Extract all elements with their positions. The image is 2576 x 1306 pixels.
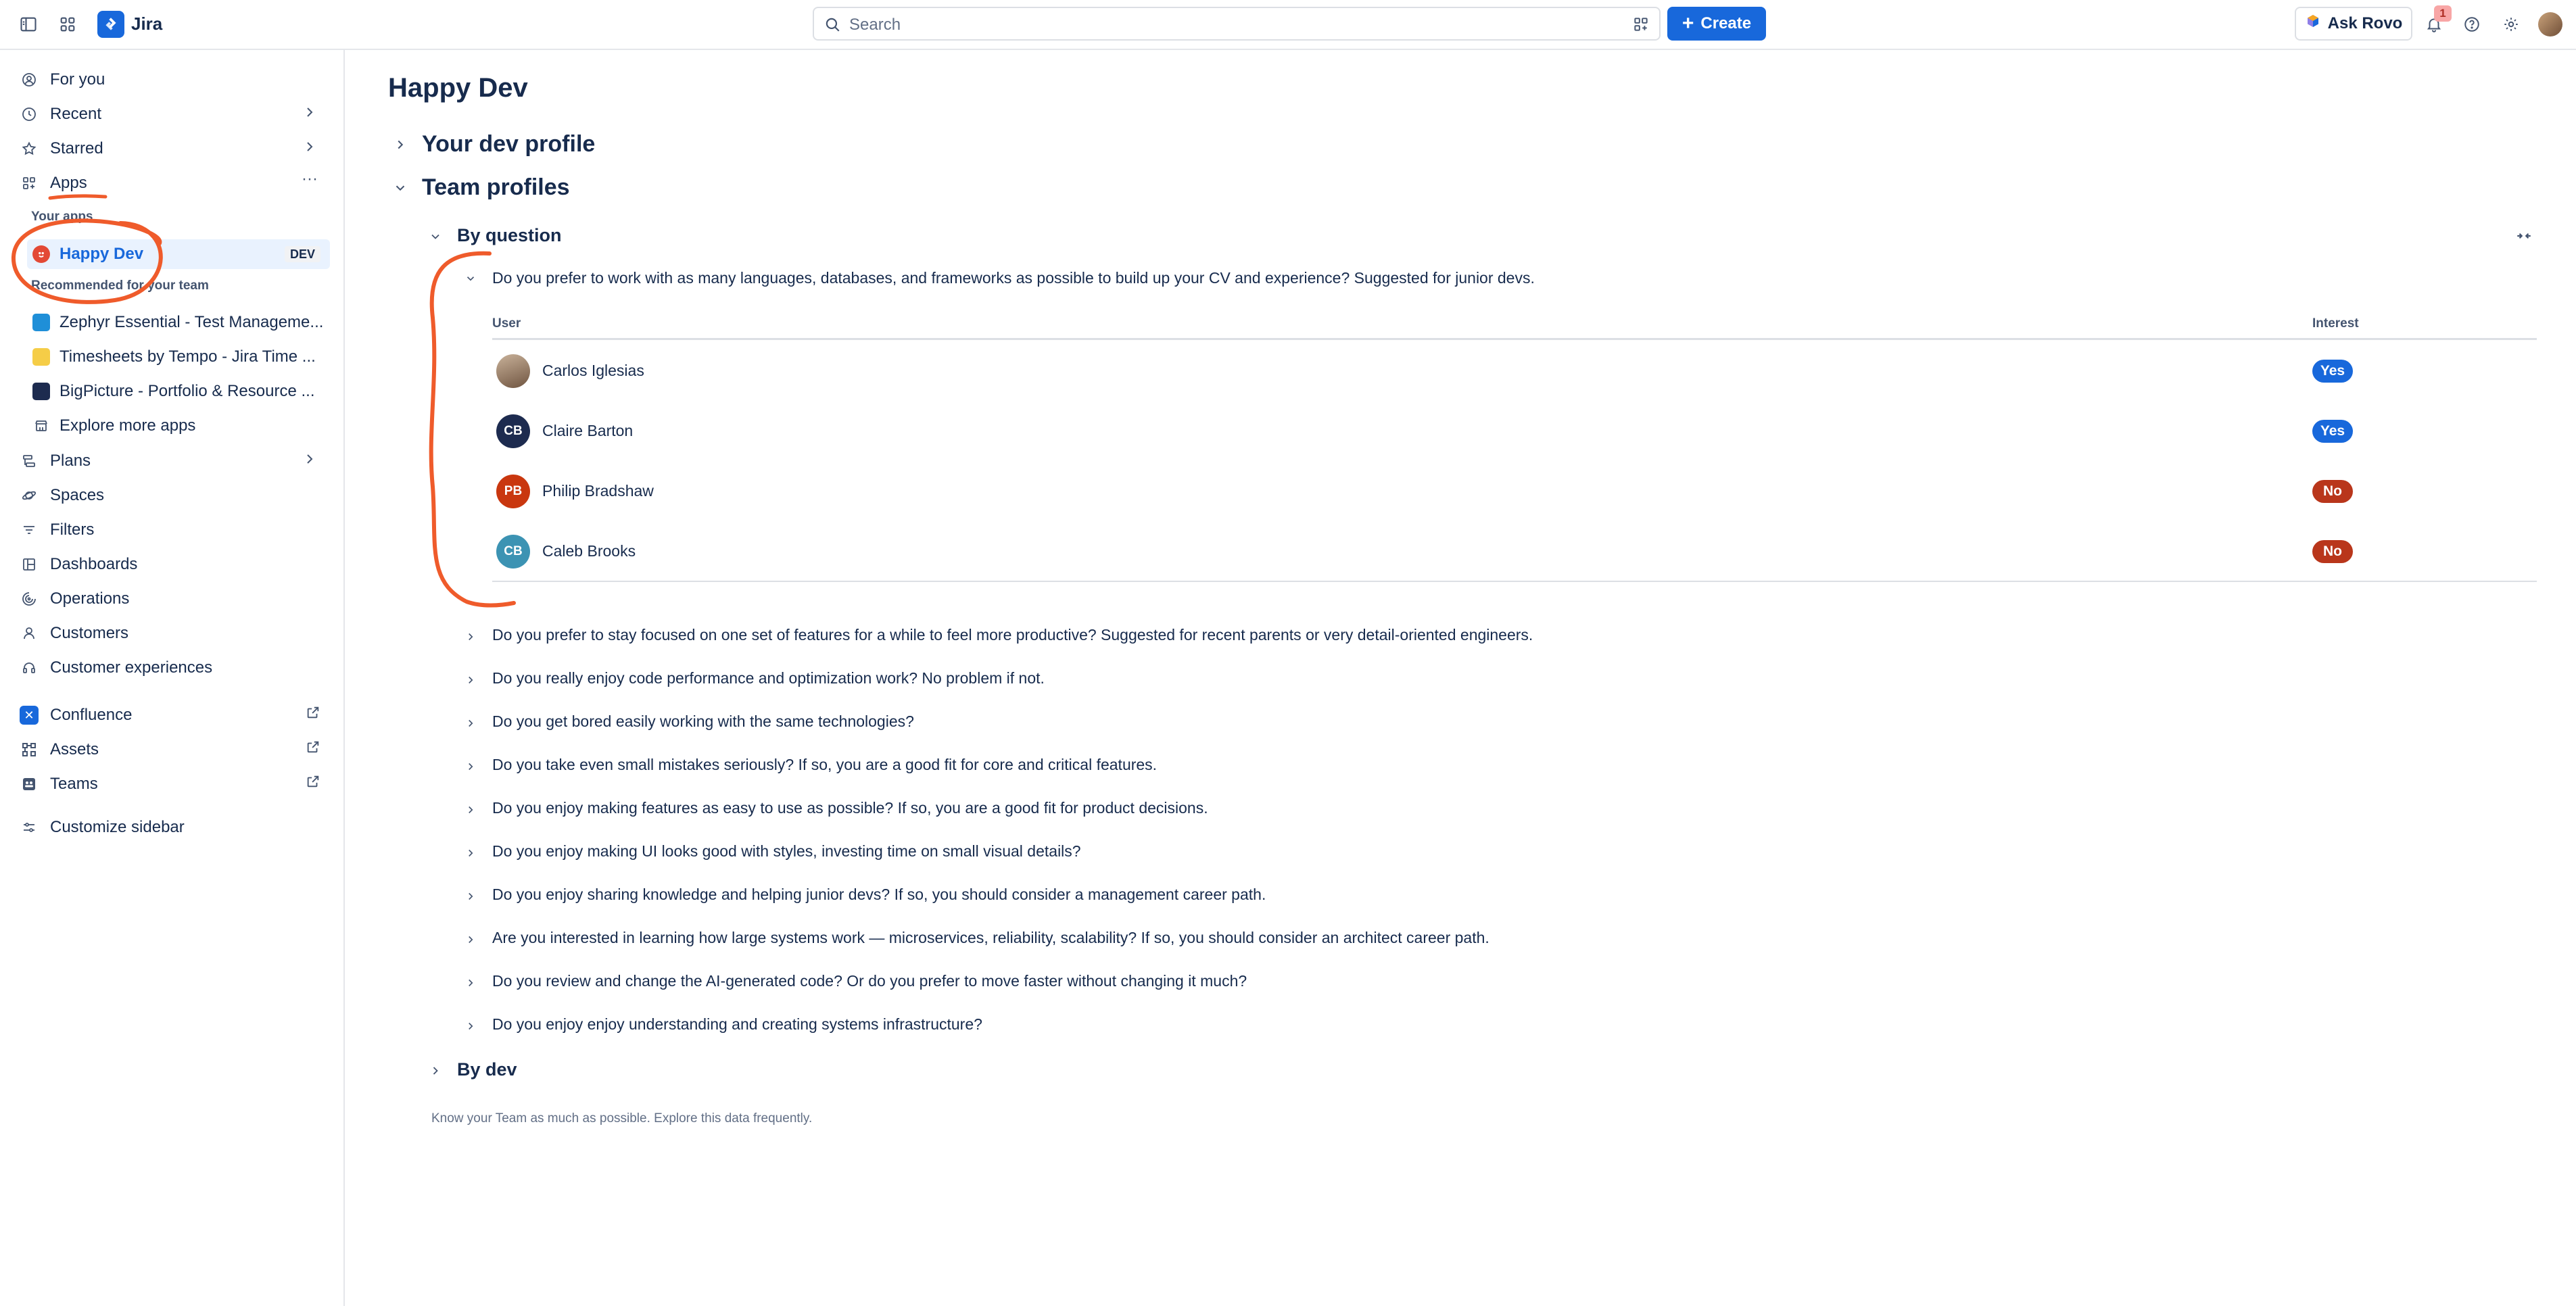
sidebar-item-apps[interactable]: [14, 168, 330, 198]
sidebar-item-zephyr[interactable]: [27, 308, 330, 337]
section-your-dev-profile[interactable]: Your dev profile: [422, 131, 596, 157]
your-apps-label: Your apps: [31, 210, 93, 224]
sidebar-item-label: Explore more apps: [59, 416, 196, 435]
external-link-icon[interactable]: [306, 705, 320, 725]
chevron-right-icon[interactable]: [461, 930, 480, 949]
question-item[interactable]: Do you enjoy making UI looks good with styles, investing time on small visual details?: [492, 842, 1081, 860]
create-button[interactable]: [1667, 7, 1766, 41]
sidebar-item-label: BigPicture - Portfolio & Resource ...: [59, 382, 315, 400]
sidebar-item-assets[interactable]: [14, 735, 330, 765]
chevron-right-icon[interactable]: [391, 135, 410, 154]
zephyr-app-icon: [32, 314, 50, 331]
sidebar-item-customer-experiences[interactable]: [14, 653, 330, 683]
chevron-right-icon[interactable]: [426, 1061, 445, 1080]
sidebar-item-label: Dashboards: [50, 555, 138, 573]
question-item[interactable]: Do you take even small mistakes seriously? If so, you are a good fit for core and critical features.: [492, 756, 1158, 773]
question-item[interactable]: Do you prefer to stay focused on one set of features for a while to feel more productive? Suggested for recent parents or very detail-oriented engineers.: [492, 626, 1533, 644]
column-header-user: User: [492, 316, 521, 331]
plans-icon: [18, 450, 41, 473]
sidebar-item-label: Customize sidebar: [50, 818, 185, 836]
notification-badge: 1: [2434, 5, 2452, 22]
assets-icon: [18, 738, 41, 761]
sidebar-item-label: Assets: [50, 740, 99, 758]
sliders-icon: [18, 816, 41, 839]
sidebar-item-bigpicture[interactable]: [27, 377, 330, 406]
chevron-right-icon[interactable]: [302, 139, 318, 160]
dev-badge: DEV: [285, 246, 320, 262]
sidebar-item-label: Recent: [50, 105, 102, 123]
table-row: [492, 339, 2537, 399]
sidebar-item-customers[interactable]: [14, 619, 330, 648]
sidebar-item-confluence[interactable]: [14, 700, 330, 730]
operations-icon: [18, 587, 41, 610]
sidebar-item-label: Apps: [50, 174, 87, 192]
sidebar-item-filters[interactable]: [14, 515, 330, 545]
search-filter-icon[interactable]: [1632, 16, 1650, 37]
apps-grid-icon: [18, 172, 41, 195]
marketplace-icon: [32, 417, 50, 435]
chevron-down-icon[interactable]: [426, 227, 445, 246]
user-name: Philip Bradshaw: [542, 482, 654, 500]
sidebar-item-customize-sidebar[interactable]: [14, 813, 330, 842]
sidebar-item-recent[interactable]: [14, 99, 330, 129]
sidebar-item-label: Operations: [50, 589, 130, 608]
confluence-logo-icon: ✕: [18, 704, 41, 727]
sidebar-item-timesheets[interactable]: [27, 342, 330, 372]
clock-icon: [18, 103, 41, 126]
subsection-by-dev[interactable]: By dev: [457, 1059, 517, 1080]
tempo-app-icon: [32, 348, 50, 366]
sidebar-item-label: For you: [50, 70, 105, 89]
table-row: [492, 400, 2537, 459]
chevron-right-icon[interactable]: [461, 973, 480, 992]
person-icon: [18, 622, 41, 645]
sidebar-item-label: Happy Dev: [59, 245, 144, 263]
footer-note: Know your Team as much as possible. Explore this data frequently.: [431, 1111, 813, 1126]
question-item[interactable]: Do you get bored easily working with the same technologies?: [492, 712, 914, 730]
external-link-icon[interactable]: [306, 740, 320, 759]
chevron-right-icon[interactable]: [461, 627, 480, 646]
help-icon[interactable]: [2460, 12, 2484, 37]
interest-badge: No: [2312, 480, 2353, 503]
user-name: Caleb Brooks: [542, 542, 636, 560]
avatar: CB: [496, 535, 530, 569]
recommended-label: Recommended for your team: [31, 279, 209, 293]
person-circle-icon: [18, 68, 41, 91]
interest-badge: Yes: [2312, 360, 2353, 383]
star-icon: [18, 137, 41, 160]
sidebar-item-for-you[interactable]: [14, 65, 330, 95]
question-item[interactable]: Do you enjoy making features as easy to use as possible? If so, you are a good fit for product decisions.: [492, 799, 1208, 817]
external-link-icon[interactable]: [306, 774, 320, 794]
chevron-down-icon[interactable]: [461, 269, 480, 288]
interest-badge: Yes: [2312, 420, 2353, 443]
sidebar-item-explore-apps[interactable]: [27, 411, 330, 441]
jira-logo-icon[interactable]: [97, 11, 124, 38]
sidebar-item-plans[interactable]: [14, 446, 330, 476]
spaces-icon: [18, 484, 41, 507]
section-team-profiles[interactable]: Team profiles: [422, 174, 570, 200]
question-item[interactable]: Are you interested in learning how large systems work — microservices, reliability, scalability? If so, you should consider an architect career path.: [492, 929, 1489, 946]
bigpicture-app-icon: [32, 383, 50, 400]
plus-icon: +: [1681, 12, 1694, 34]
ask-rovo-button[interactable]: [2295, 7, 2412, 41]
sidebar-item-operations[interactable]: [14, 584, 330, 614]
table-row: [492, 520, 2537, 579]
sidebar-item-teams[interactable]: [14, 769, 330, 799]
chevron-right-icon[interactable]: [461, 800, 480, 819]
app-name[interactable]: Jira: [131, 14, 163, 34]
teams-icon: [18, 773, 41, 796]
sidebar-item-happy-dev[interactable]: [27, 239, 330, 269]
search-placeholder: Search: [849, 16, 901, 34]
subsection-by-question[interactable]: By question: [457, 225, 562, 245]
question-item[interactable]: Do you really enjoy code performance and optimization work? No problem if not.: [492, 669, 1045, 687]
app-switcher-icon[interactable]: [55, 12, 80, 37]
sidebar-item-label: Filters: [50, 521, 95, 539]
headset-icon: [18, 656, 41, 679]
sidebar-item-label: Confluence: [50, 706, 133, 724]
search-input[interactable]: [813, 7, 1661, 41]
page-title: Happy Dev: [388, 73, 528, 103]
create-button-label: Create: [1700, 14, 1752, 32]
chevron-right-icon[interactable]: [461, 887, 480, 906]
avatar: CB: [496, 414, 530, 448]
table-divider: [492, 581, 2537, 582]
happy-dev-app-icon: [32, 245, 50, 263]
question-expanded[interactable]: Do you prefer to work with as many languages, databases, and frameworks as possible to build up your CV and experience? Suggested for junior devs.: [492, 269, 1535, 287]
chevron-down-icon[interactable]: [391, 178, 410, 197]
table-header: [492, 315, 2537, 340]
user-name: Carlos Iglesias: [542, 362, 644, 379]
table-row: [492, 460, 2537, 519]
avatar: PB: [496, 475, 530, 508]
column-header-interest: Interest: [2312, 316, 2359, 331]
sidebar-item-label: Plans: [50, 452, 91, 470]
chevron-right-icon[interactable]: [461, 671, 480, 690]
sidebar-item-starred[interactable]: [14, 134, 330, 164]
sidebar-item-spaces[interactable]: [14, 481, 330, 510]
question-item[interactable]: Do you review and change the AI-generated code? Or do you prefer to move faster without changing it much?: [492, 972, 1247, 990]
question-item[interactable]: Do you enjoy enjoy understanding and creating systems infrastructure?: [492, 1015, 982, 1033]
chevron-right-icon[interactable]: [461, 844, 480, 863]
chevron-right-icon[interactable]: [302, 104, 318, 125]
sidebar-item-label: Spaces: [50, 486, 105, 504]
search-icon: [824, 16, 841, 37]
top-navigation-bar: [0, 0, 2576, 50]
chevron-right-icon[interactable]: [461, 1017, 480, 1036]
sidebar-item-label: Zephyr Essential - Test Manageme...: [59, 313, 324, 331]
chevron-right-icon[interactable]: [302, 451, 318, 472]
question-item[interactable]: Do you enjoy sharing knowledge and helping junior devs? If so, you should consider a management career path.: [492, 886, 1266, 903]
sidebar-item-label: Customers: [50, 624, 129, 642]
rovo-icon: [2305, 14, 2321, 34]
sidebar-toggle-icon[interactable]: [16, 12, 41, 37]
sidebar-item-dashboards[interactable]: [14, 550, 330, 579]
user-profile-avatar[interactable]: [2538, 12, 2562, 37]
filter-icon: [18, 518, 41, 541]
ask-rovo-label: Ask Rovo: [2327, 14, 2403, 32]
sidebar-item-label: Customer experiences: [50, 658, 213, 677]
sidebar-item-label: Starred: [50, 139, 103, 158]
collapse-icon[interactable]: [2515, 227, 2533, 248]
avatar: [496, 354, 530, 388]
chevron-right-icon[interactable]: [461, 714, 480, 733]
settings-gear-icon[interactable]: [2499, 12, 2523, 37]
more-options-icon[interactable]: ···: [302, 170, 318, 188]
sidebar: [0, 50, 345, 1306]
interest-badge: No: [2312, 540, 2353, 563]
user-name: Claire Barton: [542, 422, 634, 439]
chevron-right-icon[interactable]: [461, 757, 480, 776]
sidebar-item-label: Timesheets by Tempo - Jira Time ...: [59, 347, 316, 366]
sidebar-item-label: Teams: [50, 775, 98, 793]
dashboard-icon: [18, 553, 41, 576]
